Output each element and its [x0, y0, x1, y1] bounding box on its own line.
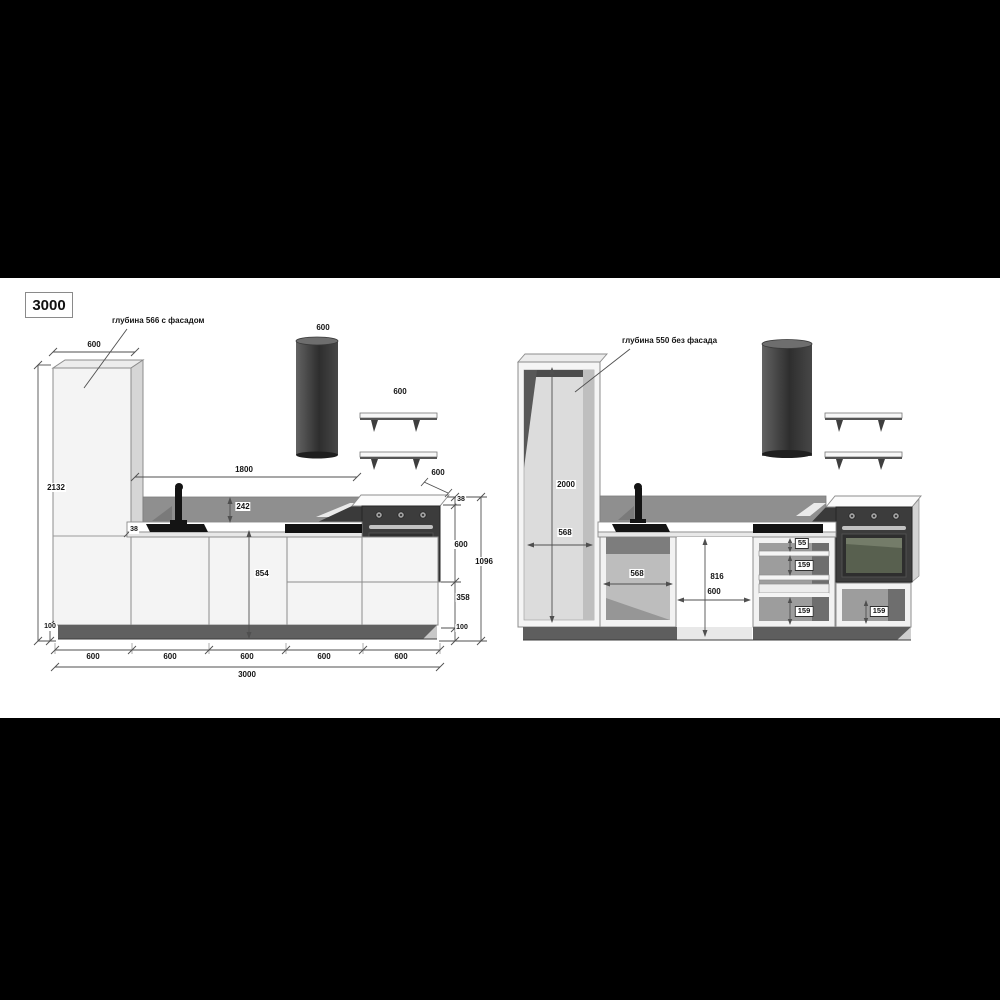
left-sink	[146, 524, 208, 532]
dim-left-base-height: 854	[255, 569, 269, 578]
right-tall-cabinet	[518, 354, 607, 627]
left-wall-shelves	[360, 413, 437, 470]
right-cooktop	[753, 524, 823, 533]
dim-left-backsplash-height: 242	[236, 502, 250, 511]
left-oven-handle	[369, 525, 433, 529]
left-hood	[296, 337, 338, 459]
total-width-title: 3000	[32, 296, 66, 314]
dim-right-tall-interior-height: 2000	[557, 480, 575, 489]
dim-oven-drawer-height: 358	[456, 593, 470, 602]
dim-right-drawer-bottom: 159	[795, 606, 814, 617]
dim-right-drawer-top: 55	[795, 538, 809, 549]
left-cooktop	[285, 524, 362, 533]
dim-bottom-module-2: 600	[163, 652, 177, 661]
dim-right-tall-interior-width: 568	[558, 528, 572, 537]
dim-right-gap-height: 816	[710, 572, 724, 581]
dim-left-counter-run: 1800	[235, 465, 253, 474]
dim-right-oven-drawer: 159	[870, 606, 889, 617]
dim-left-tall-width: 600	[87, 340, 101, 349]
left-depth-annotation: глубина 566 с фасадом	[112, 316, 205, 325]
dim-total-width: 3000	[238, 670, 256, 679]
right-depth-annotation: глубина 550 без фасада	[622, 336, 718, 345]
dim-right-gap-width: 600	[707, 587, 721, 596]
dim-bottom-module-3: 600	[240, 652, 254, 661]
dim-bottom-module-4: 600	[317, 652, 331, 661]
dim-bottom-module-5: 600	[394, 652, 408, 661]
left-faucet	[175, 488, 182, 524]
dim-oven-column-total: 1096	[475, 557, 493, 566]
right-oven-handle	[842, 526, 906, 530]
total-width-title-box	[25, 292, 73, 318]
dim-oven-plinth: 100	[456, 624, 468, 631]
right-hood	[762, 340, 812, 459]
dim-left-counter-depth: 600	[431, 468, 445, 477]
dim-left-plinth: 100	[44, 623, 56, 630]
right-sink	[612, 524, 670, 532]
dim-oven-top-thickness: 38	[457, 496, 465, 503]
dim-right-sink-interior-width: 568	[630, 569, 644, 578]
dim-left-total-height: 2132	[47, 483, 65, 492]
right-wall-shelves	[825, 413, 902, 470]
dim-bottom-module-1: 600	[86, 652, 100, 661]
dim-left-shelf-width: 600	[393, 387, 407, 396]
right-faucet	[635, 488, 642, 523]
right-sink-cabinet-open	[600, 537, 676, 627]
left-base-cabinets	[131, 537, 440, 625]
dim-oven-height: 600	[454, 540, 468, 549]
dim-right-drawer-mid: 159	[795, 560, 814, 571]
dim-left-counter-thickness: 38	[130, 526, 138, 533]
dim-left-hood-width: 600	[316, 323, 330, 332]
right-oven-drawer-open	[836, 583, 911, 627]
left-tall-cabinet	[53, 360, 143, 625]
